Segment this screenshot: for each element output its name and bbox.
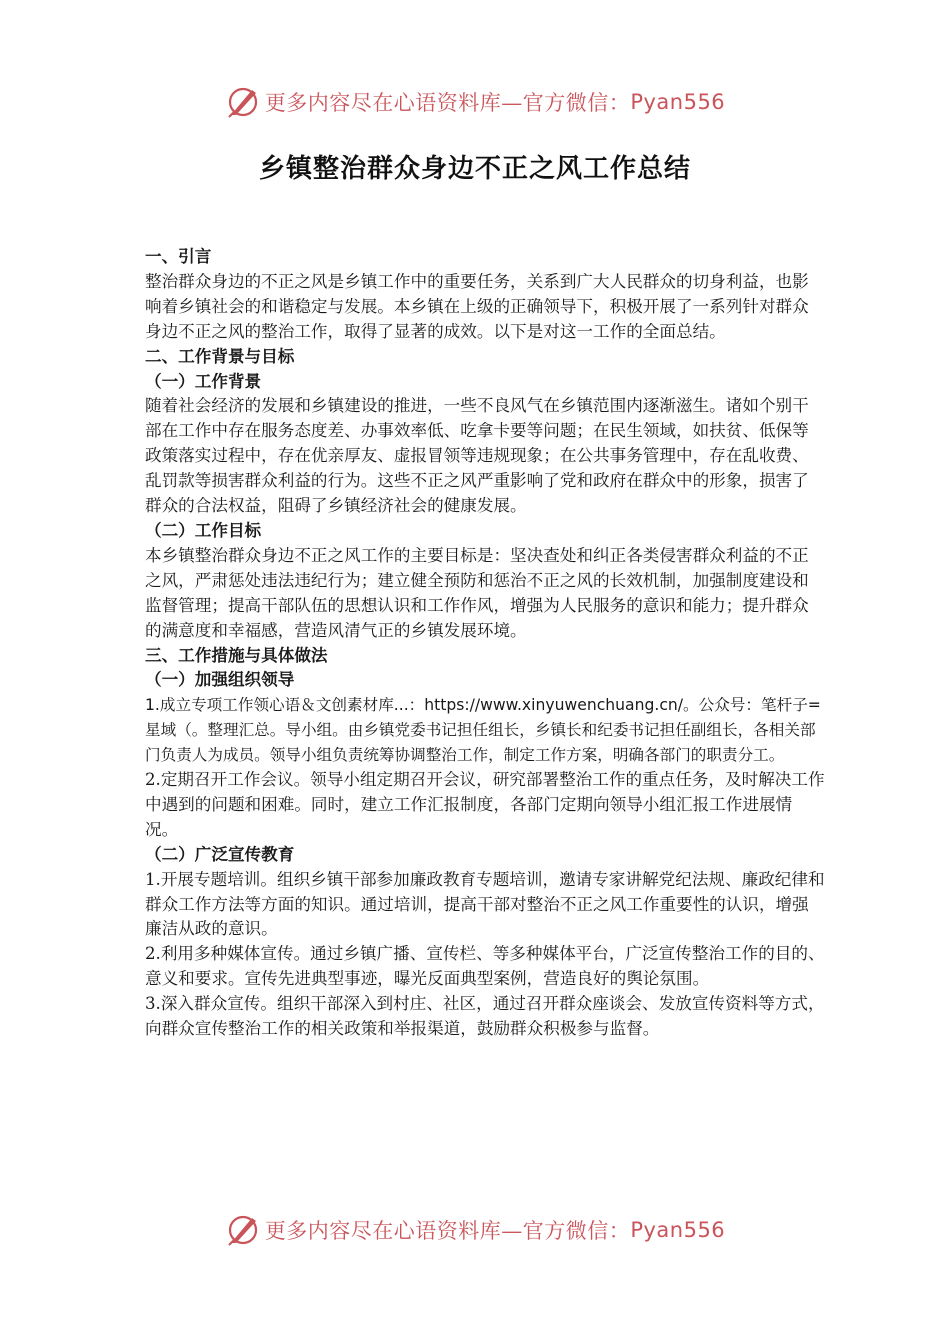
document-title: 乡镇整治群众身边不正之风工作总结: [258, 154, 691, 184]
banner-wechat: Pyan556: [630, 1218, 726, 1242]
heading-measures: 三、工作措施与具体做法: [145, 645, 328, 665]
paragraph: 2.定期召开工作会议。领导小组定期召开会议，研究部署整治工作的重点任务，及时解决工作中遇到的问题和困难。同时，建立工作汇报制度，各部门定期向领导小组汇报工作进展情况。: [145, 770, 825, 839]
paragraph: 2.利用多种媒体宣传。通过乡镇广播、宣传栏、等多种媒体平台，广泛宣传整治工作的目的、意义和要求。宣传先进典型事迹，曝光反面典型案例，营造良好的舆论氛围。: [145, 944, 825, 989]
header-banner: [0, 82, 950, 122]
subheading-publicity: （二）广泛宣传教育: [145, 844, 295, 864]
banner-wechat: Pyan556: [630, 90, 726, 114]
footer-banner: [0, 1210, 950, 1250]
subheading-goals: （二）工作目标: [145, 520, 262, 540]
paragraph: 3.深入群众宣传。组织干部深入到村庄、社区，通过召开群众座谈会、发放宣传资料等方式，向群众宣传整治工作的相关政策和举报渠道，鼓励群众积极参与监督。: [145, 994, 825, 1039]
paragraph: 本乡镇整治群众身边不正之风工作的主要目标是：坚决查处和纠正各类侵害群众利益的不正之风，严肃惩处违法违纪行为；建立健全预防和惩治不正之风的长效机制，加强制度建设和监督管理；提高干部队伍的思想认识和工作作风，增强为人民服务的意识和能力；提升群众的满意度和幸福感，营造风清气正的乡镇发展环境。: [145, 545, 809, 640]
heading-background-goals: 二、工作背景与目标: [145, 346, 295, 366]
banner-text: 更多内容尽在心语资料库—官方微信：: [264, 91, 631, 115]
banner-text: 更多内容尽在心语资料库—官方微信：: [264, 1219, 631, 1243]
quill-logo-icon: [225, 1212, 261, 1248]
paragraph: 整治群众身边的不正之风是乡镇工作中的重要任务，关系到广大人民群众的切身利益，也影响着乡镇社会的和谐稳定与发展。本乡镇在上级的正确领导下，积极开展了一系列针对群众身边不正之风的整治工作，取得了显著的成效。以下是对这一工作的全面总结。: [145, 271, 809, 341]
paragraph: 1.成立专项工作领心语＆文创素材库...：https://www.xinyuwenchuang.cn/。公众号：笔杆子=星域（。整理汇总。导小组。由乡镇党委书记担任组长，乡镇长和纪委书记担任副组长，各相关部门负责人为成员。领导小组负责统筹协调整治工作，制定工作方案，明确各部门的职责分工。: [145, 696, 821, 765]
paragraph: 随着社会经济的发展和乡镇建设的推进，一些不良风气在乡镇范围内逐渐滋生。诸如个别干部在工作中存在服务态度差、办事效率低、吃拿卡要等问题；在民生领域，如扶贫、低保等政策落实过程中，存在优亲厚友、虚报冒领等违规现象；在公共事务管理中，存在乱收费、乱罚款等损害群众利益的行为。这些不正之风严重影响了党和政府在群众中的形象，损害了群众的合法权益，阻碍了乡镇经济社会的健康发展。: [145, 396, 809, 516]
subheading-organization: （一）加强组织领导: [145, 670, 295, 690]
subheading-background: （一）工作背景: [145, 371, 262, 391]
heading-intro: 一、引言: [145, 247, 212, 266]
paragraph: 1.开展专题培训。组织乡镇干部参加廉政教育专题培训，邀请专家讲解党纪法规、廉政纪律和群众工作方法等方面的知识。通过培训，提高干部对整治不正之风工作重要性的认识，增强廉洁从政的意识。: [145, 869, 825, 939]
document-body: [145, 245, 825, 1042]
quill-logo-icon: [225, 84, 261, 120]
